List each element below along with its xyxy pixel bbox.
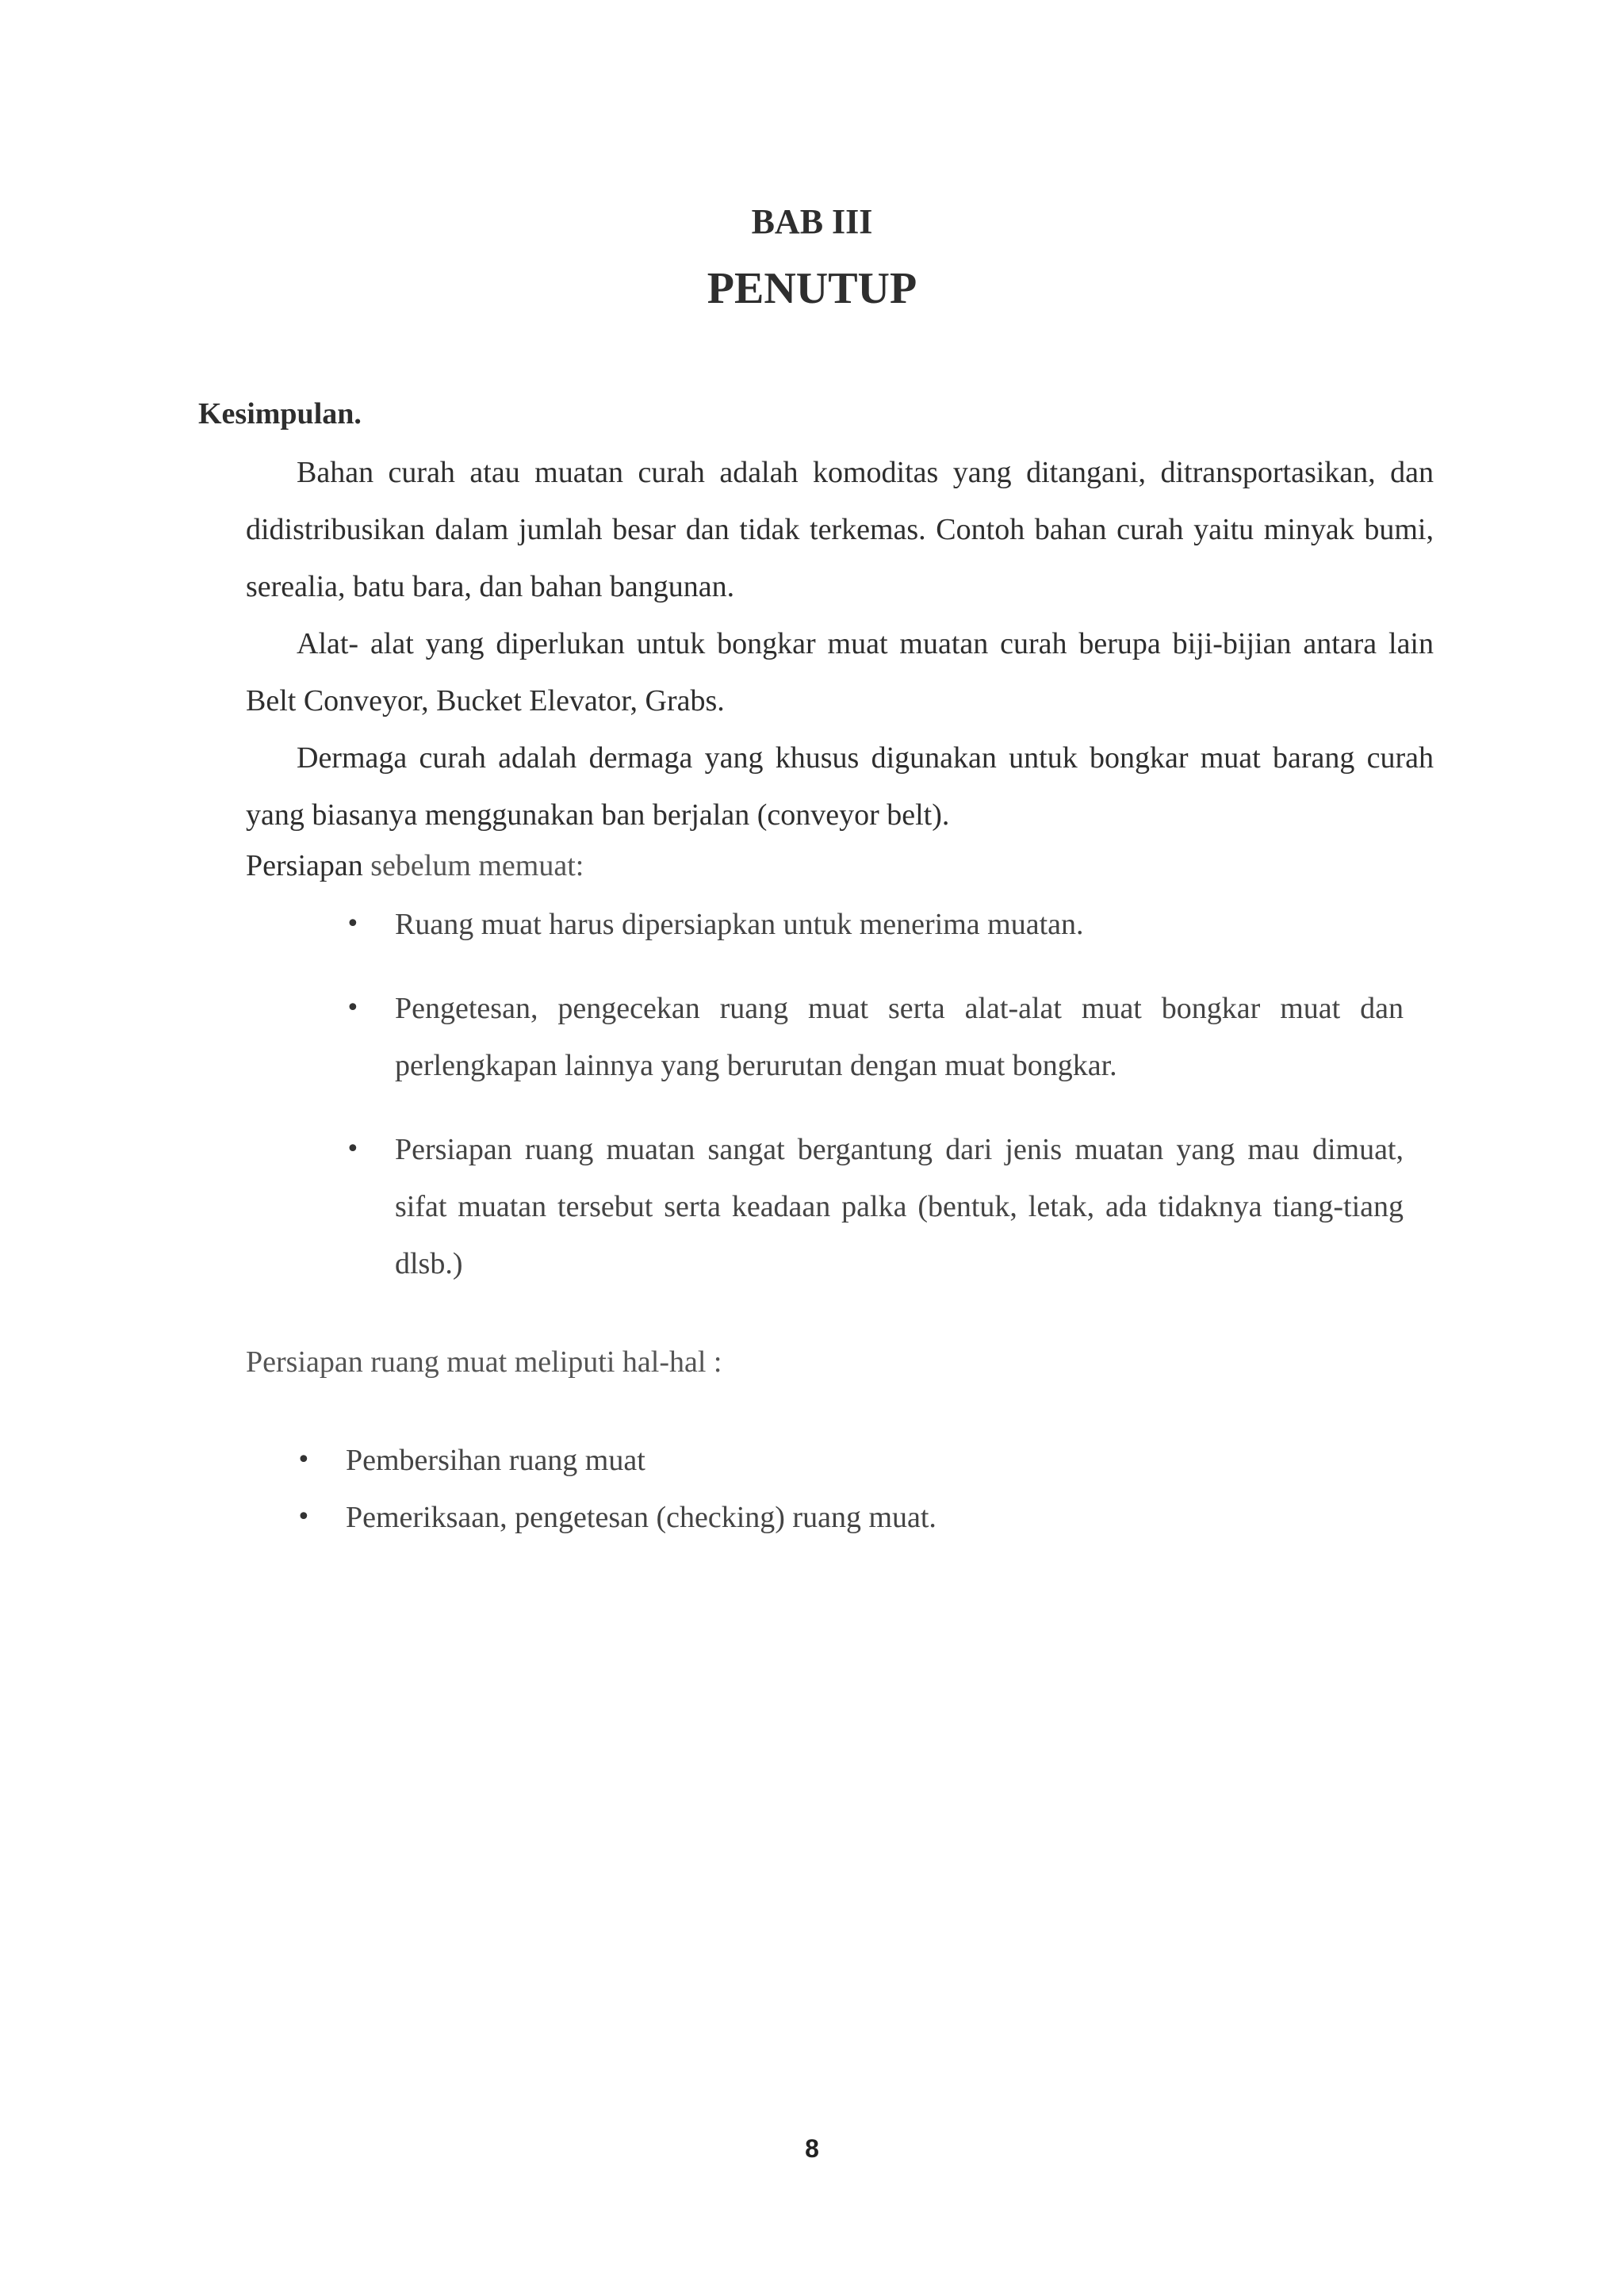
paragraph-alat-alat	[246, 615, 1434, 729]
list-item	[341, 1121, 1404, 1292]
chapter-label: BAB III	[751, 202, 873, 241]
list-item-text: Pembersihan ruang muat	[346, 1444, 645, 1477]
prep-before-loading-list	[341, 896, 1404, 1319]
page-number: 8	[805, 2134, 819, 2163]
list-item-text: Pengetesan, pengecekan ruang muat serta alat-alat muat bongkar muat dan perlengkapan lainnya yang berurutan dengan muat bongkar.	[395, 992, 1404, 1082]
hold-prep-label: Persiapan ruang muat meliputi hal-hal :	[246, 1345, 722, 1379]
bullet-icon: •	[297, 1503, 311, 1531]
list-item-text: Ruang muat harus dipersiapkan untuk menerima muatan.	[395, 908, 1084, 941]
bullet-icon: •	[297, 1446, 311, 1474]
paragraph-text: Bahan curah atau muatan curah adalah komoditas yang ditangani, ditransportasikan, dan didistribusikan dalam jumlah besar dan tidak terkemas. Contoh bahan curah yaitu minyak bumi, serealia, batu bara, dan bahan bangunan.	[246, 456, 1434, 603]
prep-label-part1: Persiapan	[246, 849, 363, 882]
paragraph-dermaga-curah	[246, 729, 1434, 844]
bullet-icon: •	[346, 994, 360, 1022]
list-item	[292, 1489, 1323, 1546]
bullet-icon: •	[346, 910, 360, 938]
hold-prep-list	[292, 1432, 1323, 1546]
paragraph-text: Dermaga curah adalah dermaga yang khusus digunakan untuk bongkar muat barang curah yang biasanya menggunakan ban berjalan (conveyor belt).	[246, 741, 1434, 832]
list-item	[341, 980, 1404, 1094]
prep-before-loading-label	[246, 844, 584, 888]
section-heading: Kesimpulan.	[198, 397, 362, 430]
list-item-text: Pemeriksaan, pengetesan (checking) ruang muat.	[346, 1501, 936, 1534]
paragraph-bahan-curah	[246, 444, 1434, 615]
list-item	[341, 896, 1404, 953]
prep-label-part2: sebelum memuat:	[362, 849, 584, 882]
paragraph-text: Alat- alat yang diperlukan untuk bongkar muat muatan curah berupa biji-bijian antara lain Belt Conveyor, Bucket Elevator, Grabs.	[246, 627, 1434, 718]
list-item-text: Persiapan ruang muatan sangat bergantung dari jenis muatan yang mau dimuat, sifat muatan tersebut serta keadaan palka (bentuk, letak, ada tidaknya tiang-tiang dlsb.)	[395, 1133, 1404, 1280]
list-item	[292, 1432, 1323, 1489]
bullet-icon: •	[346, 1135, 360, 1163]
chapter-title: PENUTUP	[707, 264, 917, 313]
